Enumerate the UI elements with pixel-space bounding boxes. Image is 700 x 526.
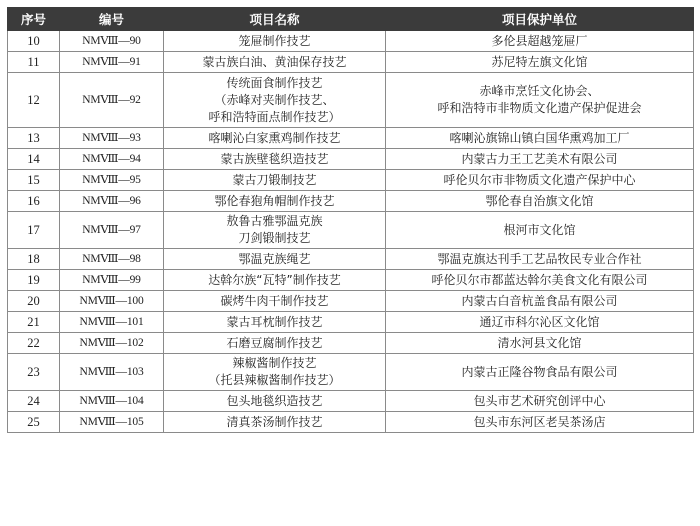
cell-unit <box>386 149 694 170</box>
header-name: 项目名称 <box>164 8 386 31</box>
cell-code: NMⅧ—101 <box>60 312 164 333</box>
cell-unit <box>386 333 694 354</box>
cell-unit-line: 赤峰市烹饪文化协会、 <box>479 84 600 98</box>
cell-unit-line: 根河市文化馆 <box>503 222 576 237</box>
table-row <box>8 212 694 249</box>
table-row <box>8 333 694 354</box>
cell-unit-line: 清水河县文化馆 <box>497 335 582 350</box>
cell-code: NMⅧ—94 <box>60 149 164 170</box>
cell-name <box>164 312 386 333</box>
cell-name-line: 包头地毯织造技艺 <box>226 393 323 408</box>
cell-name-line: 清真茶汤制作技艺 <box>226 414 323 429</box>
cell-name-line: （托县辣椒酱制作技艺） <box>208 373 341 387</box>
cell-seq: 24 <box>8 391 60 412</box>
cell-code: NMⅧ—103 <box>60 354 164 391</box>
table-row <box>8 73 694 128</box>
cell-name-line: 鄂伦春狍角帽制作技艺 <box>214 193 335 208</box>
cell-unit <box>386 291 694 312</box>
cell-seq: 17 <box>8 212 60 249</box>
cell-name <box>164 412 386 433</box>
cell-name-line: （赤峰对夹制作技艺、 <box>214 92 335 107</box>
table-body <box>8 31 694 433</box>
cell-name-line: 笼屉制作技艺 <box>238 33 311 48</box>
cell-name <box>164 128 386 149</box>
cell-unit-line: 呼和浩特市非物质文化遗产保护促进会 <box>437 101 642 115</box>
header-row <box>8 8 694 31</box>
table-row <box>8 249 694 270</box>
cell-name <box>164 191 386 212</box>
cell-unit-line: 内蒙古白音杭盖食品有限公司 <box>461 293 618 308</box>
cell-seq: 15 <box>8 170 60 191</box>
cell-unit <box>386 354 694 391</box>
cell-name-line: 鄂温克族绳艺 <box>238 251 311 266</box>
cell-seq: 23 <box>8 354 60 391</box>
table-row <box>8 128 694 149</box>
header-seq: 序号 <box>8 8 60 31</box>
table-row <box>8 191 694 212</box>
cell-seq: 19 <box>8 270 60 291</box>
cell-name <box>164 31 386 52</box>
cell-unit <box>386 128 694 149</box>
table-row <box>8 391 694 412</box>
cell-unit-line: 包头市艺术研究创评中心 <box>473 393 606 408</box>
cell-code: NMⅧ—92 <box>60 73 164 128</box>
table-row <box>8 52 694 73</box>
cell-code: NMⅧ—97 <box>60 212 164 249</box>
cell-unit-line: 呼伦贝尔市都蓝达斡尔美食文化有限公司 <box>431 272 648 287</box>
cell-unit-line: 鄂伦春自治旗文化馆 <box>485 193 594 208</box>
cell-unit <box>386 391 694 412</box>
cell-name-line: 传统面食制作技艺 <box>226 75 323 90</box>
cell-unit <box>386 412 694 433</box>
cell-seq: 14 <box>8 149 60 170</box>
cell-seq: 25 <box>8 412 60 433</box>
cell-code: NMⅧ—99 <box>60 270 164 291</box>
cell-unit <box>386 73 694 128</box>
cell-unit <box>386 249 694 270</box>
cell-name-line: 敖鲁古雅鄂温克族 <box>226 214 323 228</box>
cell-unit-line: 内蒙古正隆谷物食品有限公司 <box>461 364 618 379</box>
cell-code: NMⅧ—91 <box>60 52 164 73</box>
cell-unit-line: 多伦县超越笼屉厂 <box>491 33 588 48</box>
cell-name <box>164 73 386 128</box>
cell-name <box>164 354 386 391</box>
cell-name-line: 蒙古族壁毯织造技艺 <box>220 151 329 166</box>
cell-code: NMⅧ—100 <box>60 291 164 312</box>
table-row <box>8 149 694 170</box>
table-row <box>8 270 694 291</box>
cell-seq: 13 <box>8 128 60 149</box>
cell-name <box>164 291 386 312</box>
cell-code: NMⅧ—104 <box>60 391 164 412</box>
cell-name-line: 达斡尔族“瓦特”制作技艺 <box>208 272 341 287</box>
header-unit: 项目保护单位 <box>386 8 694 31</box>
cell-unit <box>386 191 694 212</box>
cell-unit <box>386 52 694 73</box>
cell-unit-line: 包头市东河区老吴茶汤店 <box>473 414 606 429</box>
cell-seq: 16 <box>8 191 60 212</box>
cell-unit-line: 喀喇沁旗锦山镇白国华熏鸡加工厂 <box>449 130 630 145</box>
heritage-project-table <box>7 7 694 433</box>
cell-name <box>164 212 386 249</box>
cell-name <box>164 170 386 191</box>
cell-name-line: 石磨豆腐制作技艺 <box>226 335 323 350</box>
cell-name-line: 蒙古耳枕制作技艺 <box>226 314 323 329</box>
table-row <box>8 354 694 391</box>
cell-code: NMⅧ—90 <box>60 31 164 52</box>
cell-seq: 18 <box>8 249 60 270</box>
table-row <box>8 312 694 333</box>
table-row <box>8 170 694 191</box>
cell-seq: 12 <box>8 73 60 128</box>
cell-name-line: 碳烤牛肉干制作技艺 <box>220 293 329 308</box>
cell-name-line: 喀喇沁白家熏鸡制作技艺 <box>208 130 341 145</box>
cell-unit-line: 内蒙古力王工艺美术有限公司 <box>461 151 618 166</box>
cell-unit <box>386 212 694 249</box>
cell-name-line: 辣椒酱制作技艺 <box>232 356 317 370</box>
cell-name-line: 呼和浩特面点制作技艺） <box>208 109 341 124</box>
cell-code: NMⅧ—105 <box>60 412 164 433</box>
cell-seq: 20 <box>8 291 60 312</box>
table-row <box>8 291 694 312</box>
cell-code: NMⅧ—96 <box>60 191 164 212</box>
cell-unit <box>386 312 694 333</box>
table-row <box>8 412 694 433</box>
cell-code: NMⅧ—98 <box>60 249 164 270</box>
cell-code: NMⅧ—95 <box>60 170 164 191</box>
cell-unit-line: 鄂温克旗达刊手工艺品牧民专业合作社 <box>437 251 642 266</box>
cell-name-line: 蒙古刀锻制技艺 <box>232 172 317 187</box>
cell-unit <box>386 170 694 191</box>
cell-name <box>164 333 386 354</box>
cell-name <box>164 249 386 270</box>
cell-name <box>164 149 386 170</box>
table-row <box>8 31 694 52</box>
cell-code: NMⅧ—93 <box>60 128 164 149</box>
cell-name <box>164 52 386 73</box>
cell-unit-line: 苏尼特左旗文化馆 <box>491 54 588 69</box>
cell-unit <box>386 31 694 52</box>
cell-name-line: 刀剑锻制技艺 <box>238 231 311 245</box>
cell-unit-line: 呼伦贝尔市非物质文化遗产保护中心 <box>443 172 636 187</box>
cell-unit-line: 通辽市科尔沁区文化馆 <box>479 314 600 329</box>
cell-name-line: 蒙古族白油、黄油保存技艺 <box>202 54 347 69</box>
header-code: 编号 <box>60 8 164 31</box>
cell-seq: 11 <box>8 52 60 73</box>
cell-name <box>164 270 386 291</box>
cell-seq: 21 <box>8 312 60 333</box>
cell-seq: 10 <box>8 31 60 52</box>
cell-code: NMⅧ—102 <box>60 333 164 354</box>
cell-seq: 22 <box>8 333 60 354</box>
cell-unit <box>386 270 694 291</box>
cell-name <box>164 391 386 412</box>
